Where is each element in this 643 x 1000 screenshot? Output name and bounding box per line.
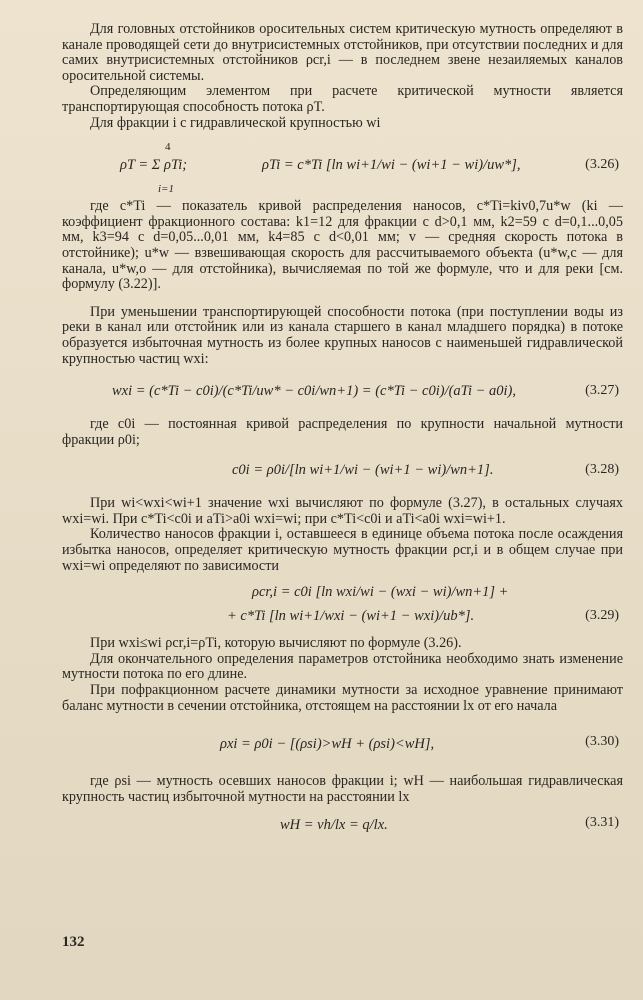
- equation-3-30: [62, 714, 623, 774]
- paragraph-6: где c0i — постоянная кривой распределения по крупности начальной мутности фракции ρ0i;: [62, 416, 623, 448]
- sum-lower-limit: i=1: [158, 183, 174, 196]
- equation-3-29-line-1: ρcr,i = c0i [ln wxi/wi − (wxi − wi)/wn+1] +: [252, 584, 509, 601]
- equation-3-28-body: c0i = ρ0i/[ln wi+1/wi − (wi+1 − wi)/wn+1].: [232, 462, 494, 479]
- paragraph-11: При пофракционном расчете динамики мутности за исходное уравнение принимают баланс мутности в сечении отстойника, отстоящем на расстоянии lx от его начала: [62, 682, 623, 714]
- paragraph-7: При wi<wxi<wi+1 значение wxi вычисляют по формуле (3.27), в остальных случаях wxi=wi. При c*Ti<c0i и aTi>a0i wxi=wi; при c*Ti<c0i и aTi<a0i wxi=wi+1.: [62, 495, 623, 527]
- paragraph-4: где c*Ti — показатель кривой распределения наносов, c*Ti=kiv0,7u*w (ki — коэффициент фракционного состава: k1=12 для фракции с d>0,1 мм, k2=59 с d=0,1...0,05 мм, k3=94 с d=0,05...0,01 мм, k4=85 с d<0,01 мм; v — средняя скорость потока в отстойнике); u*w — взвешивающая скорость для рассчитываемого объекта (u*w,c — для канала, u*w,o — для отстойника), вычисляемая по той же формуле, что и для реки [см. формулу (3.22)].: [62, 198, 623, 293]
- paragraph-1: Для головных отстойников оросительных систем критическую мутность определяют в канале проводящей сети до внутрисистемных отстойников, при отсутствии последних и для самих внутрисистемных отстойников ρcr,i — в последнем звене незаиляемых каналов оросительной системы.: [62, 21, 623, 84]
- paragraph-9: При wxi≤wi ρcr,i=ρTi, которую вычисляют по формуле (3.26).: [90, 635, 462, 652]
- equation-3-26: [62, 131, 623, 199]
- paragraph-5: При уменьшении транспортирующей способности потока (при поступлении воды из реки в канал или отстойник или из канала старшего в канал младшего порядка) в потоке образуется избыточная мутность из более крупных наносов с наименьшей гидравлической крупностью частиц wxi:: [62, 303, 623, 367]
- equation-3-28: [62, 448, 623, 496]
- equation-number-3-29: (3.29): [585, 608, 619, 624]
- equation-3-26-right: ρTi = c*Ti [ln wi+1/wi − (wi+1 − wi)/uw*],: [262, 157, 521, 174]
- equation-number-3-31: (3.31): [585, 815, 619, 831]
- equation-number-3-27: (3.27): [585, 383, 619, 399]
- equation-3-31-body: wH = vh/lx = q/lx.: [280, 817, 388, 834]
- equation-3-30-body: ρxi = ρ0i − [(ρsi)>wH + (ρsi)<wH],: [220, 736, 435, 753]
- sum-upper-limit: 4: [165, 141, 171, 154]
- paragraph-8: Количество наносов фракции i, оставшееся в единице объема потока после осаждения избытка наносов, определяет критическую мутность фракции ρcr,i и в общем случае при wxi=wi определяют по зависимости: [62, 526, 623, 574]
- equation-number-3-28: (3.28): [585, 462, 619, 478]
- equation-3-26-left: ρT = Σ ρTi;: [120, 157, 188, 174]
- paragraph-12: где ρsi — мутность осевших наносов фракции i; wH — наибольшая гидравлическая крупность частиц избыточной мутности на расстоянии lx: [62, 773, 623, 805]
- equation-3-29: [62, 574, 623, 636]
- equation-3-31: [62, 805, 623, 841]
- equation-number-3-30: (3.30): [585, 734, 619, 750]
- equation-3-27-body: wxi = (c*Ti − c0i)/(c*Ti/uw* − c0i/wn+1) = (c*Ti − c0i)/(aTi − a0i),: [112, 383, 516, 400]
- equation-3-29-line-2: + c*Ti [ln wi+1/wxi − (wi+1 − wxi)/ub*].: [227, 608, 475, 625]
- equation-number-3-26: (3.26): [585, 157, 619, 173]
- paragraph-10: Для окончательного определения параметров отстойника необходимо знать изменение мутности потока по его длине.: [62, 650, 623, 683]
- paragraph-3: Для фракции i с гидравлической крупностью wi: [90, 114, 381, 131]
- equation-3-27: [62, 367, 623, 417]
- page-number: 132: [62, 934, 85, 950]
- paragraph-2: Определяющим элементом при расчете критической мутности является транспортирующая способность потока ρT.: [62, 83, 623, 115]
